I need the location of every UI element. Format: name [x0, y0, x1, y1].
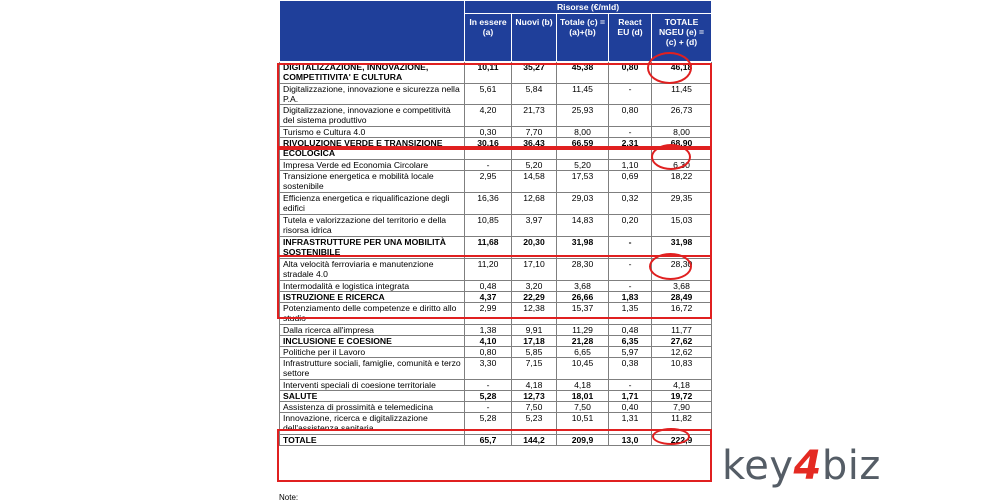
header-totale-ngeu: TOTALE NGEU (e) = (c) + (d)	[652, 14, 712, 62]
react-eu-cell: 1,71	[609, 391, 652, 402]
totale-cell: 25,93	[557, 105, 609, 127]
row-label: SALUTE	[280, 391, 465, 402]
row-label: Interventi speciali di coesione territoriale	[280, 380, 465, 391]
nuovi-cell: 5,85	[512, 347, 557, 358]
totale-cell: 3,68	[557, 281, 609, 292]
totale-ngeu-cell: 68,90	[652, 138, 712, 160]
nuovi-cell: 9,91	[512, 325, 557, 336]
react-eu-cell: 0,20	[609, 215, 652, 237]
nuovi-cell: 14,58	[512, 171, 557, 193]
row-label: Dalla ricerca all'impresa	[280, 325, 465, 336]
row-label: Infrastrutture sociali, famiglie, comunità e terzo settore	[280, 358, 465, 380]
react-eu-cell: 1,35	[609, 303, 652, 325]
row-label: Transizione energetica e mobilità locale sostenibile	[280, 171, 465, 193]
in-essere-cell: -	[465, 380, 512, 391]
totale-cell: 15,37	[557, 303, 609, 325]
row-label: Efficienza energetica e riqualificazione degli edifici	[280, 193, 465, 215]
totale-ngeu-cell: 18,22	[652, 171, 712, 193]
totale-ngeu-cell: 12,62	[652, 347, 712, 358]
logo-key: key	[722, 443, 794, 489]
react-eu-cell: 6,35	[609, 336, 652, 347]
in-essere-cell: 10,85	[465, 215, 512, 237]
nuovi-cell: 144,2	[512, 435, 557, 446]
in-essere-cell: 0,30	[465, 127, 512, 138]
nuovi-cell: 5,20	[512, 160, 557, 171]
totale-cell: 209,9	[557, 435, 609, 446]
react-eu-cell: -	[609, 237, 652, 259]
nuovi-cell: 21,73	[512, 105, 557, 127]
totale-ngeu-cell: 8,00	[652, 127, 712, 138]
react-eu-cell: -	[609, 84, 652, 105]
react-eu-cell: -	[609, 380, 652, 391]
header-react-eu: React EU (d)	[609, 14, 652, 62]
nuovi-cell: 35,27	[512, 62, 557, 84]
totale-cell: 11,45	[557, 84, 609, 105]
react-eu-cell: 0,38	[609, 358, 652, 380]
react-eu-cell: 0,48	[609, 325, 652, 336]
nuovi-cell: 12,73	[512, 391, 557, 402]
nuovi-cell: 12,68	[512, 193, 557, 215]
totale-cell: 4,18	[557, 380, 609, 391]
table-row	[280, 402, 712, 413]
totale-ngeu-cell: 11,45	[652, 84, 712, 105]
row-label: Digitalizzazione, innovazione e competitività del sistema produttivo	[280, 105, 465, 127]
in-essere-cell: 16,36	[465, 193, 512, 215]
totale-ngeu-cell: 222,9	[652, 435, 712, 446]
react-eu-cell: 0,40	[609, 402, 652, 413]
row-label: INCLUSIONE E COESIONE	[280, 336, 465, 347]
totale-ngeu-cell: 11,77	[652, 325, 712, 336]
react-eu-cell: 1,83	[609, 292, 652, 303]
totale-cell: 31,98	[557, 237, 609, 259]
in-essere-cell: 4,37	[465, 292, 512, 303]
totale-cell: 6,65	[557, 347, 609, 358]
totale-ngeu-cell: 15,03	[652, 215, 712, 237]
nuovi-cell: 36,43	[512, 138, 557, 160]
header-nuovi: Nuovi (b)	[512, 14, 557, 62]
nuovi-cell: 17,18	[512, 336, 557, 347]
row-label: DIGITALIZZAZIONE, INNOVAZIONE, COMPETITIVITA' E CULTURA	[280, 62, 465, 84]
nuovi-cell: 3,20	[512, 281, 557, 292]
highlight-circle-46-18	[647, 52, 692, 84]
nuovi-cell: 7,70	[512, 127, 557, 138]
table-row	[280, 358, 712, 380]
react-eu-cell: -	[609, 281, 652, 292]
note-label: Note:	[279, 493, 299, 502]
totale-ngeu-cell: 28,30	[652, 259, 712, 281]
totale-ngeu-cell: 16,72	[652, 303, 712, 325]
nuovi-cell: 7,15	[512, 358, 557, 380]
in-essere-cell: 30,16	[465, 138, 512, 160]
totale-cell: 8,00	[557, 127, 609, 138]
react-eu-cell: 13,0	[609, 435, 652, 446]
react-eu-cell: 2,31	[609, 138, 652, 160]
logo-biz: biz	[821, 443, 881, 489]
totale-cell: 45,38	[557, 62, 609, 84]
totale-ngeu-cell: 26,73	[652, 105, 712, 127]
highlight-box-salute	[277, 429, 712, 482]
totale-ngeu-cell: 11,82	[652, 413, 712, 435]
row-label: ISTRUZIONE E RICERCA	[280, 292, 465, 303]
row-label: Potenziamento delle competenze e diritto allo studio	[280, 303, 465, 325]
row-label: Tutela e valorizzazione del territorio e della risorsa idrica	[280, 215, 465, 237]
react-eu-cell: 0,32	[609, 193, 652, 215]
highlight-box-digitalizzazione	[277, 63, 712, 148]
row-label: INFRASTRUTTURE PER UNA MOBILITÀ SOSTENIBILE	[280, 237, 465, 259]
react-eu-cell: 0,69	[609, 171, 652, 193]
nuovi-cell: 4,18	[512, 380, 557, 391]
in-essere-cell: 0,80	[465, 347, 512, 358]
totale-ngeu-cell: 6,30	[652, 160, 712, 171]
highlight-circle-31-98	[649, 253, 692, 280]
row-label: RIVOLUZIONE VERDE E TRANSIZIONE ECOLOGICA	[280, 138, 465, 160]
totale-ngeu-cell: 28,49	[652, 292, 712, 303]
header-blank-cell	[280, 1, 465, 62]
nuovi-cell: 7,50	[512, 402, 557, 413]
in-essere-cell: 11,20	[465, 259, 512, 281]
react-eu-cell: 5,97	[609, 347, 652, 358]
totale-ngeu-cell: 31,98	[652, 237, 712, 259]
logo-four: 4	[793, 443, 822, 489]
table-row	[280, 336, 712, 347]
row-label: Impresa Verde ed Economia Circolare	[280, 160, 465, 171]
react-eu-cell: -	[609, 127, 652, 138]
row-label: Alta velocità ferroviaria e manutenzione stradale 4.0	[280, 259, 465, 281]
totale-ngeu-cell: 3,68	[652, 281, 712, 292]
totale-cell: 14,83	[557, 215, 609, 237]
row-label: Intermodalità e logistica integrata	[280, 281, 465, 292]
key4biz-logo	[722, 443, 881, 489]
totale-cell: 7,50	[557, 402, 609, 413]
row-label: Assistenza di prossimità e telemedicina	[280, 402, 465, 413]
nuovi-cell: 12,38	[512, 303, 557, 325]
table-row	[280, 347, 712, 358]
nuovi-cell: 5,23	[512, 413, 557, 435]
totale-cell: 29,03	[557, 193, 609, 215]
in-essere-cell: 10,11	[465, 62, 512, 84]
header-group: Risorse (€/mld)	[465, 1, 712, 14]
in-essere-cell: -	[465, 160, 512, 171]
totale-ngeu-cell: 7,90	[652, 402, 712, 413]
in-essere-cell: 2,95	[465, 171, 512, 193]
in-essere-cell: 5,28	[465, 413, 512, 435]
in-essere-cell: 5,61	[465, 84, 512, 105]
react-eu-cell: 0,80	[609, 62, 652, 84]
in-essere-cell: 11,68	[465, 237, 512, 259]
totale-ngeu-cell: 46,18	[652, 62, 712, 84]
row-label: Turismo e Cultura 4.0	[280, 127, 465, 138]
table-row	[280, 325, 712, 336]
header-in-essere: In essere (a)	[465, 14, 512, 62]
totale-cell: 10,51	[557, 413, 609, 435]
row-label: Digitalizzazione, innovazione e sicurezza nella P.A.	[280, 84, 465, 105]
row-label: TOTALE	[280, 435, 465, 446]
in-essere-cell: 0,48	[465, 281, 512, 292]
highlight-box-infrastrutture	[277, 255, 712, 319]
totale-cell: 28,30	[557, 259, 609, 281]
totale-cell: 66,59	[557, 138, 609, 160]
highlight-circle-68-90	[651, 144, 691, 170]
totale-cell: 5,20	[557, 160, 609, 171]
react-eu-cell: 0,80	[609, 105, 652, 127]
table-row	[280, 380, 712, 391]
header-totale: Totale (c) = (a)+(b)	[557, 14, 609, 62]
nuovi-cell: 5,84	[512, 84, 557, 105]
totale-cell: 17,53	[557, 171, 609, 193]
react-eu-cell: 1,31	[609, 413, 652, 435]
in-essere-cell: 5,28	[465, 391, 512, 402]
totale-ngeu-cell: 4,18	[652, 380, 712, 391]
table-row	[280, 391, 712, 402]
row-label: Innovazione, ricerca e digitalizzazione dell'assistenza sanitaria	[280, 413, 465, 435]
totale-ngeu-cell: 19,72	[652, 391, 712, 402]
nuovi-cell: 17,10	[512, 259, 557, 281]
highlight-circle-19-72	[652, 428, 690, 445]
in-essere-cell: 65,7	[465, 435, 512, 446]
nuovi-cell: 22,29	[512, 292, 557, 303]
in-essere-cell: -	[465, 402, 512, 413]
totale-cell: 18,01	[557, 391, 609, 402]
in-essere-cell: 2,99	[465, 303, 512, 325]
react-eu-cell: 1,10	[609, 160, 652, 171]
in-essere-cell: 1,38	[465, 325, 512, 336]
nuovi-cell: 3,97	[512, 215, 557, 237]
totale-ngeu-cell: 27,62	[652, 336, 712, 347]
in-essere-cell: 3,30	[465, 358, 512, 380]
in-essere-cell: 4,20	[465, 105, 512, 127]
totale-cell: 21,28	[557, 336, 609, 347]
row-label: Politiche per il Lavoro	[280, 347, 465, 358]
totale-ngeu-cell: 29,35	[652, 193, 712, 215]
totale-cell: 11,29	[557, 325, 609, 336]
in-essere-cell: 4,10	[465, 336, 512, 347]
totale-cell: 10,45	[557, 358, 609, 380]
totale-cell: 26,66	[557, 292, 609, 303]
totale-ngeu-cell: 10,83	[652, 358, 712, 380]
react-eu-cell: -	[609, 259, 652, 281]
highlight-box-rivoluzione-verde	[277, 148, 712, 257]
nuovi-cell: 20,30	[512, 237, 557, 259]
